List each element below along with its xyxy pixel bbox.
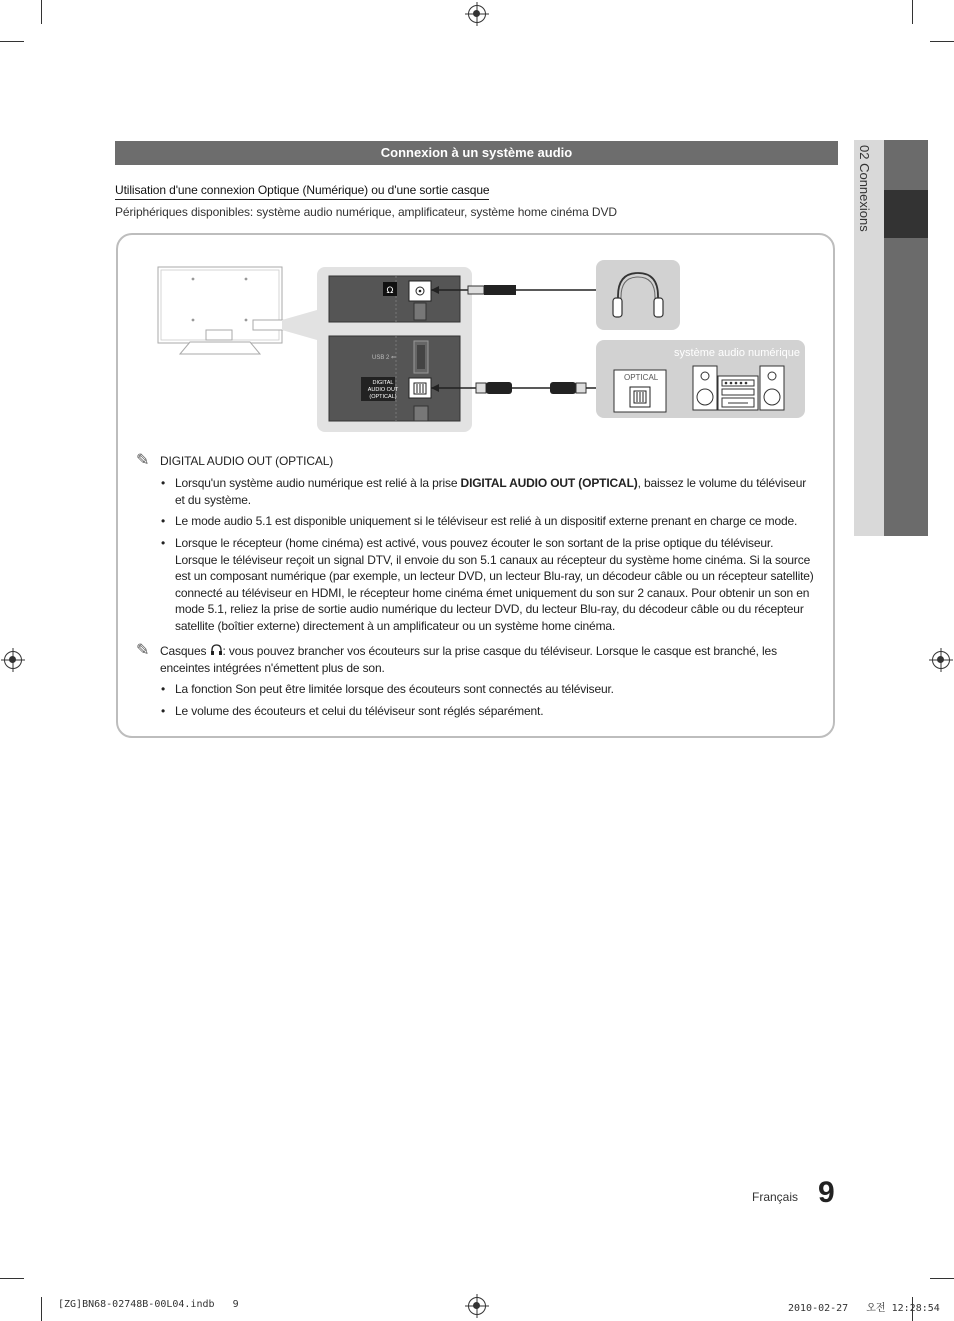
note-headphones: Casques : vous pouvez brancher vos écouteurs sur la prise casque du téléviseur. Lorsque le casque est branché, les enceintes intégrées n'émettent plus de son. xyxy=(160,644,777,675)
registration-mark-icon xyxy=(4,651,22,669)
registration-mark-icon xyxy=(468,1297,486,1315)
note-pencil-icon: ✎ xyxy=(136,452,150,469)
print-slug-date: 2010-02-27 오전 12:28:54 xyxy=(788,1303,940,1314)
crop-mark xyxy=(0,41,24,42)
crop-mark xyxy=(912,0,913,24)
headphone-icon xyxy=(210,644,223,656)
bullet-item: • Le volume des écouteurs et celui du téléviseur sont réglés séparément. xyxy=(161,704,544,718)
svg-text:Ω: Ω xyxy=(386,286,394,296)
note-pencil-icon: ✎ xyxy=(136,642,150,659)
connection-diagram xyxy=(150,258,810,434)
digital-audio-system xyxy=(596,340,805,418)
port-label-audio-out: AUDIO OUT xyxy=(367,387,399,393)
tv-rear-illustration xyxy=(158,267,283,354)
port-label-digital: DIGITAL xyxy=(372,380,394,386)
port-label-optical: (OPTICAL) xyxy=(369,394,397,400)
page-number: 9 xyxy=(818,1176,835,1209)
headphone-jack-panel xyxy=(329,276,460,322)
optical-port-panel xyxy=(329,336,460,421)
bullet-item: • La fonction Son peut être limitée lorsque des écouteurs sont connectés au téléviseur. xyxy=(161,682,614,696)
chapter-label: 02 Connexions xyxy=(857,145,872,232)
crop-mark xyxy=(930,1278,954,1279)
optical-label: OPTICAL xyxy=(624,373,659,382)
subheading: Utilisation d'une connexion Optique (Numérique) ou d'une sortie casque xyxy=(115,183,489,200)
headphones-icon xyxy=(596,260,680,330)
bullet-item: • Lorsque le récepteur (home cinéma) est activé, vous pouvez écouter le son sortant de la prise optique du téléviseur. Lorsque le téléviseur reçoit un signal DTV, il envoie du son 5.1 canaux au récepteur du système home cinéma. Si la source est un composant numérique (par exemple, un lecteur DVD, un lecteur Blu-ray, un décodeur câble ou un récepteur satellite) connecté au téléviseur en HDMI, le récepteur home cinéma émet uniquement du son sur 2 canaux. Pour obtenir un son en mode 5.1, reliez la prise de sortie audio numérique du lecteur DVD, du lecteur Blu-ray, du décodeur câble ou du récepteur satellite (boîtier externe) directement à un amplificateur ou un système home cinéma. xyxy=(161,536,814,633)
note-title-optical: DIGITAL AUDIO OUT (OPTICAL) xyxy=(160,454,334,468)
crop-mark xyxy=(41,1297,42,1321)
bullet-item: • Le mode audio 5.1 est disponible uniquement si le téléviseur est relié à un dispositif externe prenant en charge ce mode. xyxy=(161,514,798,528)
side-tab-current-marker xyxy=(884,190,928,238)
usb-label: USB 2 ⇐ xyxy=(372,355,397,361)
available-devices: Périphériques disponibles: système audio numérique, amplificateur, système home cinéma DVD xyxy=(115,205,617,219)
registration-mark-icon xyxy=(468,5,486,23)
section-title-bar: Connexion à un système audio xyxy=(115,141,838,165)
audio-system-label: système audio numérique xyxy=(674,347,800,359)
crop-mark xyxy=(930,41,954,42)
footer-language: Français xyxy=(752,1190,799,1204)
print-slug-file: [ZG]BN68-02748B-00L04.indb 9 xyxy=(58,1299,239,1310)
crop-mark xyxy=(0,1278,24,1279)
crop-mark xyxy=(41,0,42,24)
bullet-item: • Lorsqu'un système audio numérique est relié à la prise DIGITAL AUDIO OUT (OPTICAL), baissez le volume du téléviseur et du système. xyxy=(161,476,807,507)
registration-mark-icon xyxy=(932,651,950,669)
